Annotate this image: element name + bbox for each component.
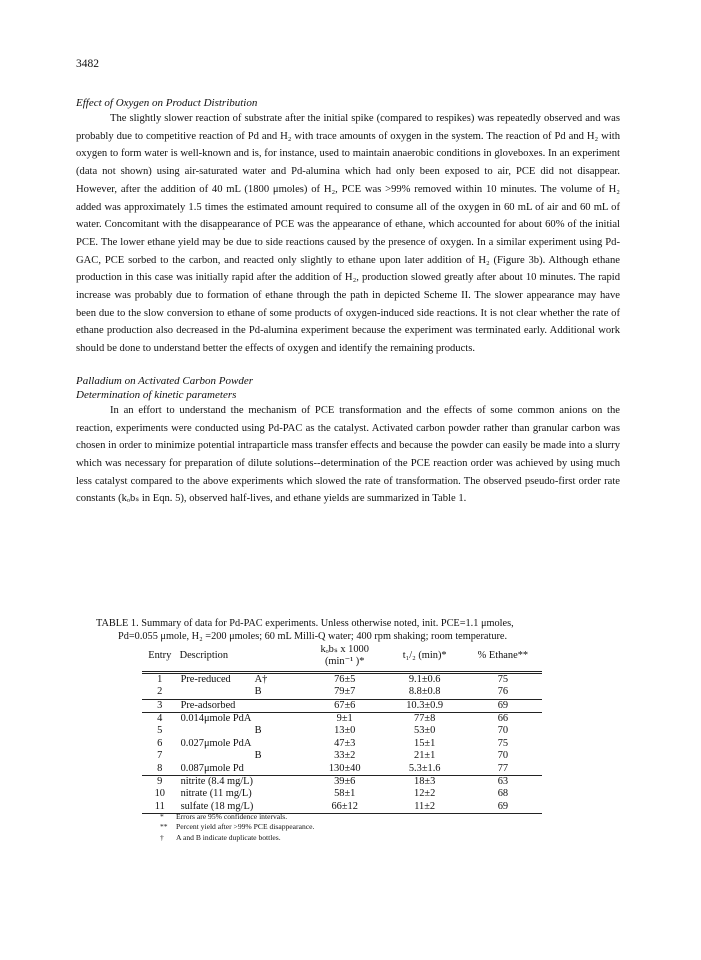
footnote-mark: † <box>160 832 164 842</box>
replicate-label: B <box>254 725 262 737</box>
replicate-label: A <box>243 737 252 749</box>
table-row <box>142 738 542 750</box>
header-kobs-line1: kₒbₛ x 1000 <box>320 644 369 655</box>
cell-kobs: 33±2 <box>334 750 356 762</box>
table-row <box>142 763 542 776</box>
section-heading-oxygen: Effect of Oxygen on Product Distribution <box>76 97 258 109</box>
cell-description <box>178 788 304 800</box>
cell-entry: 5 <box>157 725 163 737</box>
header-half-life: t₁/₂ (min)* <box>402 650 447 662</box>
footnote-text: A and B indicate duplicate bottles. <box>176 832 281 842</box>
footnote <box>160 812 314 822</box>
table-row <box>142 750 542 762</box>
paragraph-kinetics: In an effort to understand the mechanism of PCE transformation and the effects of some common anions on the reaction, experiments were conducted using Pd-PAC as the catalyst. Activated carbon powder rather than granular carbon was chosen in order to minimize potential intraparticle mass transfer effects and because the powder can easily be made into a slurry which was necessary for preparation of dilute solutions--determination of the PCE reaction order was achieved by using much less catalyst compared to the above experiments which slowed the rate of transformation. The observed pseudo-first order rate constants (kₒbₛ in Eqn. 5), observed half-lives, and ethane yields are summarized in Table 1. <box>76 404 620 505</box>
paragraph-oxygen: The slightly slower reaction of substrate after the initial spike (compared to respikes) was repeatedly observed and was probably due to competitive reaction of Pd and H₂ with trace amounts of oxygen in the system. The reaction of Pd and H₂ with oxygen to form water is well-known and is, for instance, used to maintain anaerobic conditions in gloveboxes. In an experiment (data not shown) using air-saturated water and Pd-alumina which had only been exposed to air, PCE did not disappear. However, after the addition of 40 mL (1800 μmoles) of H₂, PCE was >99% removed within 10 minutes. The volume of H₂ added was approximately 1.5 times the estimated amount required to consume all of the oxygen in 60 mL of air and 60 mL of water. Concomitant with the disappearance of PCE was the appearance of ethane, which accounted for about 60% of the initial PCE. The lower ethane yield may be due to side reactions caused by the presence of oxygen. In a similar experiment using Pd-GAC, PCE sorbed to the carbon, and reacted only slightly to ethane upon later addition of H₂ (Figure 3b). Although ethane production in this case was initially rapid after the addition of H₂, production slowed greatly after about 10 minutes. The rapid increase was probably due to formation of ethane through the path in depicted Scheme II. The slower appearance may have been due to the slow conversion to ethane of some products of oxygen-induced side reactions. It is not clear whether the rate of ethane production also decreased in the Pd-alumina experiment because the experiment was terminated early. Additional work should be done to understand better the effects of oxygen and identify the remaining products. <box>76 113 620 355</box>
table-row <box>142 725 542 737</box>
table-row <box>142 713 542 726</box>
cell-ethane: 68 <box>497 788 509 800</box>
cell-ethane: 70 <box>497 750 509 762</box>
cell-entry: 2 <box>142 686 178 699</box>
cell-description <box>178 725 304 737</box>
cell-description <box>178 750 304 762</box>
cell-entry: 11 <box>142 801 178 814</box>
cell-half-life: 12±2 <box>414 788 436 800</box>
table-header-row <box>142 644 542 672</box>
cell-entry: 1 <box>157 673 163 685</box>
cell-ethane: 63 <box>497 776 509 788</box>
table-caption-line1: TABLE 1. Summary of data for Pd-PAC experiments. Unless otherwise noted, init. PCE=1.1 μmoles, <box>96 618 514 629</box>
header-ethane: % Ethane** <box>477 650 529 662</box>
footnote-mark: * <box>160 812 164 821</box>
footnote-text: Errors are 95% confidence intervals. <box>176 812 288 821</box>
cell-ethane: 75 <box>497 673 509 685</box>
table-row <box>142 788 542 800</box>
description-label: 0.087μmole Pd <box>180 762 244 774</box>
cell-half-life: 9.1±0.6 <box>408 673 441 685</box>
replicate-label: A <box>243 713 252 725</box>
cell-entry: 4 <box>157 713 163 725</box>
cell-description <box>178 699 304 712</box>
cell-ethane: 76 <box>464 686 542 699</box>
cell-kobs: 47±3 <box>334 737 356 749</box>
table-caption <box>96 617 616 643</box>
page-number: 3482 <box>76 58 99 70</box>
description-label: Pre-reduced <box>180 673 231 685</box>
footnote <box>160 833 314 843</box>
table-row <box>142 776 542 789</box>
cell-ethane: 70 <box>497 725 509 737</box>
cell-half-life: 8.8±0.8 <box>386 686 464 699</box>
cell-description <box>178 776 304 789</box>
cell-entry: 9 <box>157 776 163 788</box>
header-kobs <box>304 644 386 672</box>
cell-ethane: 66 <box>497 713 509 725</box>
cell-description <box>178 713 304 726</box>
cell-description <box>178 738 304 750</box>
cell-kobs: 39±6 <box>334 776 356 788</box>
cell-half-life: 21±1 <box>414 750 436 762</box>
cell-half-life: 11±2 <box>386 801 464 814</box>
cell-ethane: 69 <box>464 801 542 814</box>
cell-kobs: 130±40 <box>304 763 386 776</box>
table-caption-line2: Pd=0.055 μmole, H₂ =200 μmoles; 60 mL Milli-Q water; 400 rpm shaking; room temperature. <box>118 631 508 642</box>
section-heading-pd-pac: Palladium on Activated Carbon Powder <box>76 374 254 387</box>
cell-kobs: 79±7 <box>304 686 386 699</box>
cell-entry: 6 <box>157 737 163 749</box>
cell-description <box>178 672 304 686</box>
table-body <box>142 672 542 813</box>
cell-description <box>178 686 304 699</box>
header-description: Description <box>179 650 229 662</box>
cell-entry: 10 <box>154 788 165 800</box>
table-row <box>142 699 542 712</box>
description-label: sulfate (18 mg/L) <box>180 800 254 812</box>
cell-entry: 7 <box>157 750 163 762</box>
footnote-mark: ** <box>160 822 168 832</box>
description-label: 0.014μmole Pd <box>180 713 244 725</box>
cell-half-life: 53±0 <box>414 725 436 737</box>
cell-kobs: 58±1 <box>334 788 356 800</box>
description-label: 0.027μmole Pd <box>180 737 244 749</box>
header-kobs-line2: (min⁻¹ )* <box>324 656 365 668</box>
cell-kobs: 67±6 <box>304 699 386 712</box>
subsection-heading-kinetics: Determination of kinetic parameters <box>76 388 237 401</box>
cell-kobs: 66±12 <box>304 801 386 814</box>
cell-half-life: 18±3 <box>414 776 436 788</box>
cell-ethane: 69 <box>464 699 542 712</box>
body-text <box>76 96 620 508</box>
footnote-text: Percent yield after >99% PCE disappearance. <box>176 822 315 832</box>
replicate-label: A† <box>254 673 268 685</box>
table-row <box>142 686 542 699</box>
description-label: Pre-adsorbed <box>180 699 236 711</box>
table-footnotes <box>160 812 314 843</box>
replicate-label: B <box>254 750 262 762</box>
cell-entry: 8 <box>142 763 178 776</box>
description-label: nitrate (11 mg/L) <box>180 788 252 800</box>
description-label: nitrite (8.4 mg/L) <box>180 776 253 788</box>
cell-kobs: 76±5 <box>334 673 356 685</box>
cell-half-life: 5.3±1.6 <box>386 763 464 776</box>
replicate-label: B <box>254 686 262 698</box>
cell-entry: 3 <box>142 699 178 712</box>
data-table <box>142 644 542 814</box>
cell-kobs: 13±0 <box>334 725 356 737</box>
cell-kobs: 9±1 <box>336 713 353 725</box>
cell-half-life: 77±8 <box>414 713 436 725</box>
header-entry: Entry <box>148 650 172 662</box>
cell-description <box>178 763 304 776</box>
footnote <box>160 822 314 832</box>
table-row <box>142 672 542 686</box>
cell-half-life: 10.3±0.9 <box>386 699 464 712</box>
cell-ethane: 75 <box>497 737 509 749</box>
cell-ethane: 77 <box>464 763 542 776</box>
cell-half-life: 15±1 <box>414 737 436 749</box>
